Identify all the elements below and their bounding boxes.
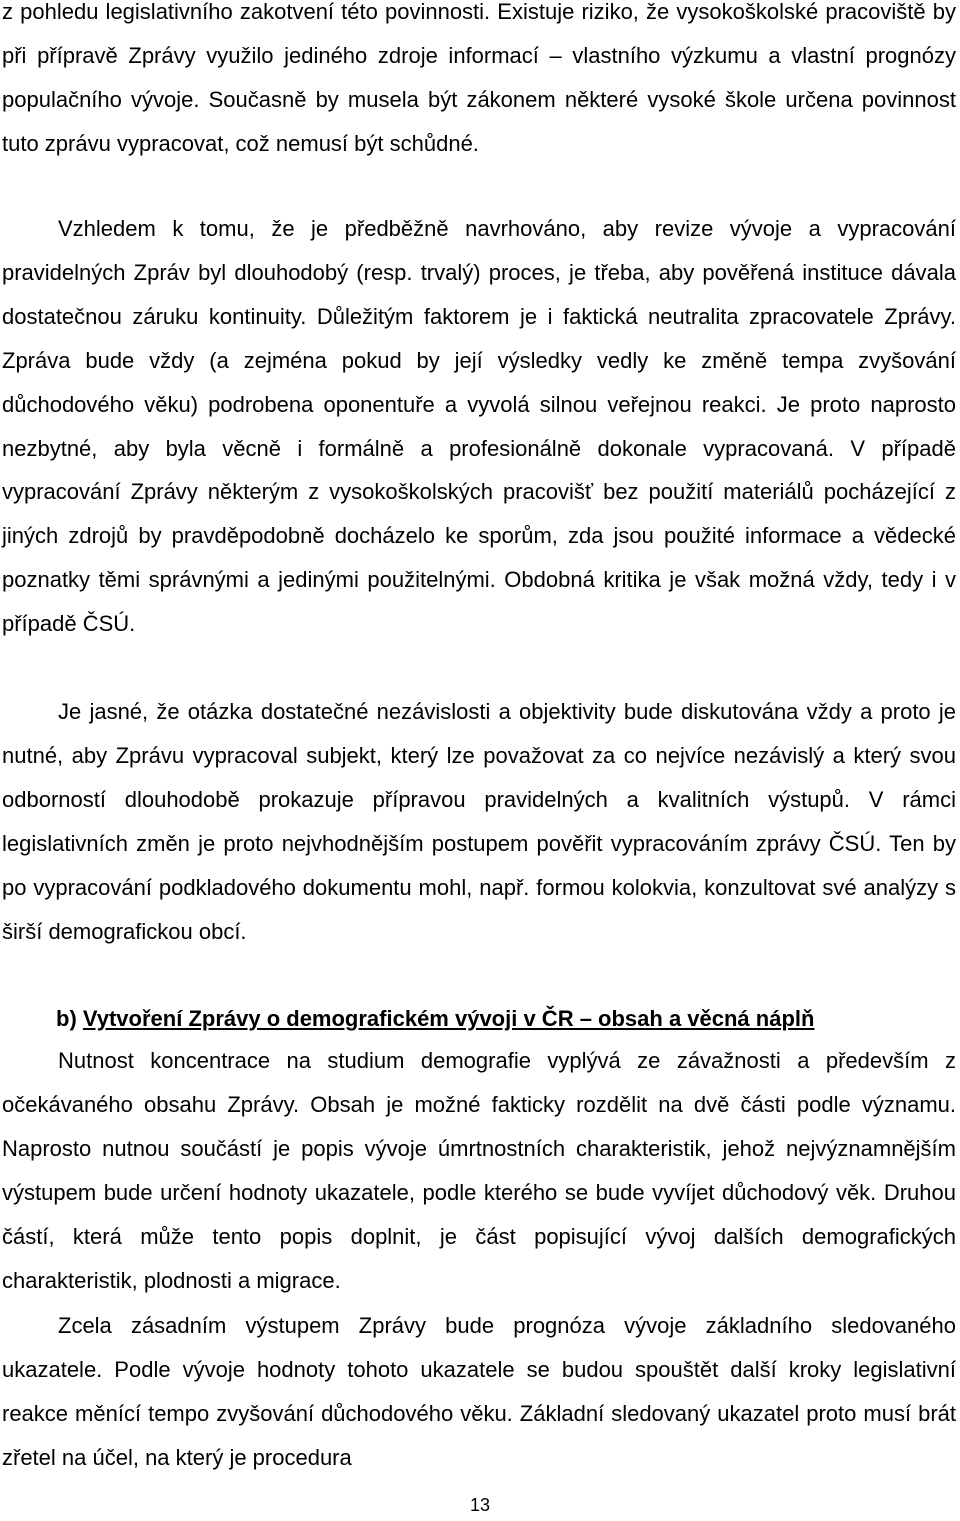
paragraph-report-content: Nutnost koncentrace na studium demografie vyplývá ze závažnosti a především z očekávaného obsahu Zprávy. Obsah je možné fakticky rozdělit na dvě části podle významu. Naprosto nutnou součástí je popis vývoje úmrtnostních charakteristik, jehož nejvýznamnějším výstupem bude určení hodnoty ukazatele, podle kterého se bude vyvíjet důchodový věk. Druhou částí, která může tento popis doplnit, je část popisující vývoj dalších demografických charakteristik, plodnosti a migrace. — [2, 1048, 956, 1293]
section-heading-title: Vytvoření Zprávy o demografickém vývoji v ČR – obsah a věcná náplň — [82, 1006, 815, 1031]
section-heading-marker: b) — [56, 1006, 77, 1031]
paragraph-legislation-risk: z pohledu legislativního zakotvení této povinnosti. Existuje riziko, že vysokoškolské pracoviště by při přípravě Zprávy využilo jediného zdroje informací – vlastního výzkumu a vlastní prognózy populačního vývoje. Současně by musela být zákonem některé vysoké škole určena povinnost tuto zprávu vypracovat, což nemusí být schůdné. — [2, 0, 956, 156]
paragraph-independence: Je jasné, že otázka dostatečné nezávislosti a objektivity bude diskutována vždy a proto je nutné, aby Zprávu vypracoval subjekt, který lze považovat za co nejvíce nezávislý a který svou odborností dlouhodobě prokazuje přípravou pravidelných a kvalitních výstupů. V rámci legislativních změn je proto nejvhodnějším postupem pověřit vypracováním zprávy ČSÚ. Ten by po vypracování podkladového dokumentu mohl, např. formou kolokvia, konzultovat své analýzy s širší demografickou obcí. — [2, 699, 956, 944]
section-heading — [56, 1004, 814, 1034]
paragraph-key-indicator: Zcela zásadním výstupem Zprávy bude prognóza vývoje základního sledovaného ukazatele. Podle vývoje hodnoty tohoto ukazatele se budou spouštět další kroky legislativní reakce měnící tempo zvyšování důchodového věku. Základní sledovaný ukazatel proto musí brát zřetel na účel, na který je procedura — [2, 1313, 956, 1470]
paragraph-continuity: Vzhledem k tomu, že je předběžně navrhováno, aby revize vývoje a vypracování pravidelných Zpráv byl dlouhodobý (resp. trvalý) proces, je třeba, aby pověřená instituce dávala dostatečnou záruku kontinuity. Důležitým faktorem je i faktická neutralita zpracovatele Zprávy. Zpráva bude vždy (a zejména pokud by její výsledky vedly ke změně tempa zvyšování důchodového věku) podrobena oponentuře a vyvolá silnou veřejnou reakci. Je proto naprosto nezbytné, aby byla věcně i formálně a profesionálně dokonale vypracovaná. V případě vypracování Zprávy některým z vysokoškolských pracovišť bez použití materiálů pocházející z jiných zdrojů by pravděpodobně docházelo ke sporům, zda jsou použité informace a vědecké poznatky těmi správnými a jedinými použitelnými. Obdobná kritika je však možná vždy, tedy i v případě ČSÚ. — [2, 216, 956, 637]
page-number: 13 — [469, 1495, 491, 1515]
